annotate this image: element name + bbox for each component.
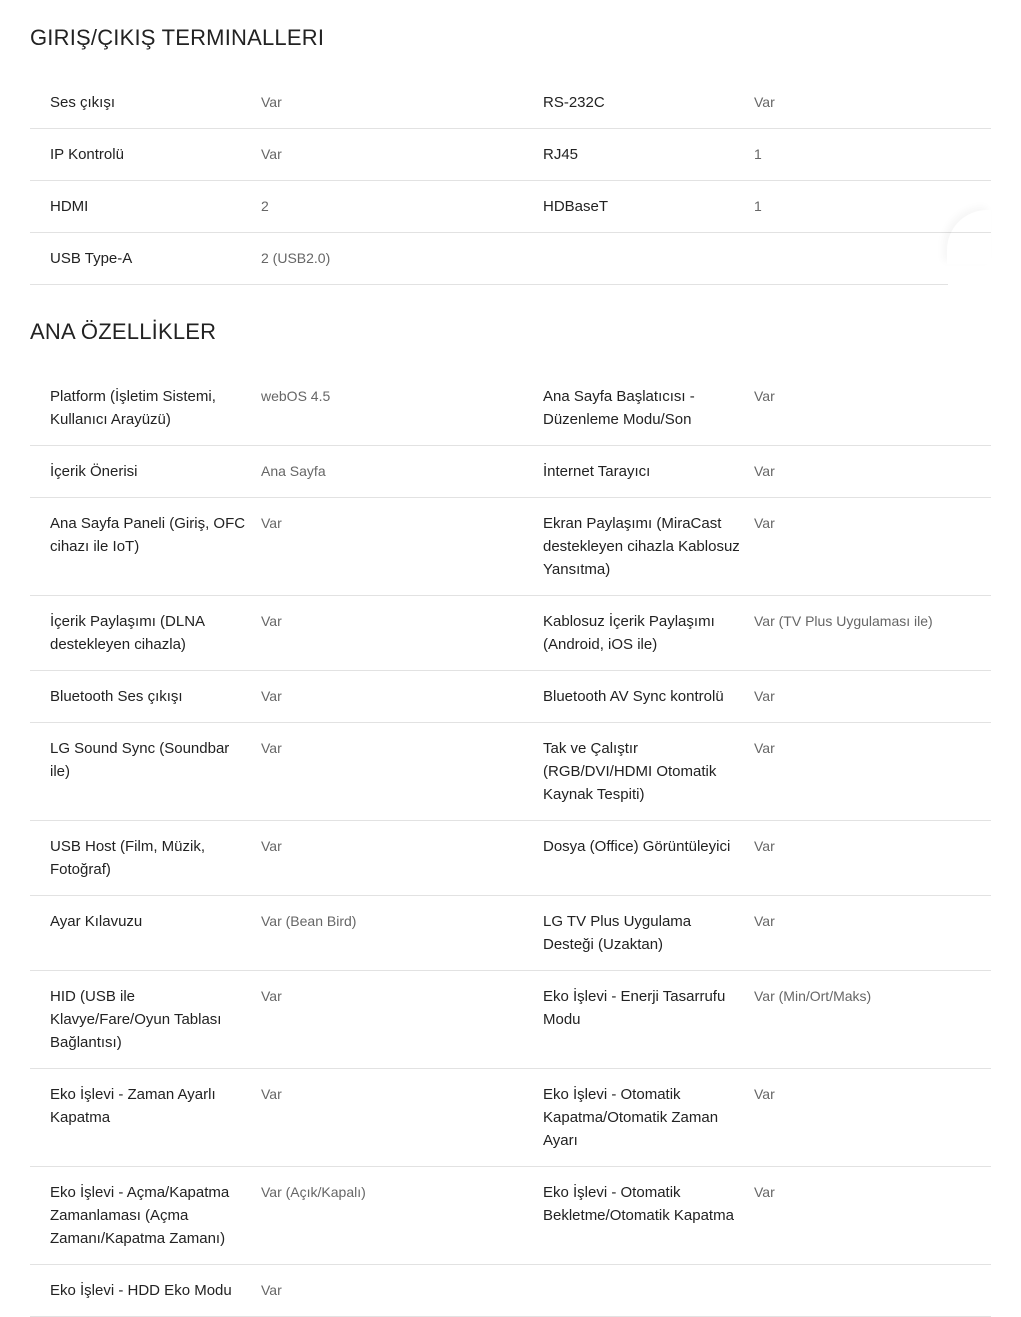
spec-label: Ayar Kılavuzu [50,913,143,930]
spec-label: Ekran Paylaşımı (MiraCast destekleyen cihazla Kablosuz Yansıtma) [543,515,740,578]
table-row [30,723,991,821]
spec-value: 2 (USB2.0) [261,250,331,266]
spec-value: Var [261,146,282,162]
spec-label: Bluetooth AV Sync kontrolü [543,688,724,705]
spec-label: LG TV Plus Uygulama Desteği (Uzaktan) [543,913,692,953]
spec-table [30,371,991,1317]
spec-label: Bluetooth Ses çıkışı [50,688,183,705]
table-row [30,671,991,723]
spec-value: Var [261,515,282,531]
spec-value: Var (TV Plus Uygulaması ile) [754,613,933,629]
table-row [30,446,991,498]
spec-value: Var [261,1086,282,1102]
spec-label: HDMI [50,198,89,215]
spec-value: Var [754,913,775,929]
spec-value: Var [261,613,282,629]
spec-value: Var [261,838,282,854]
spec-table [30,77,991,285]
spec-value: Var [754,838,775,854]
table-row [30,971,991,1069]
spec-label: IP Kontrolü [50,146,124,163]
spec-value: Var [261,1282,282,1298]
table-row [30,77,991,129]
spec-label [543,1265,754,1316]
spec-label: İçerik Önerisi [50,463,138,480]
spec-label: Ana Sayfa Paneli (Giriş, OFC cihazı ile IoT) [50,515,246,555]
spec-value: Var [754,515,775,531]
spec-label: Eko İşlevi - Otomatik Bekletme/Otomatik Kapatma [543,1184,734,1224]
spec-label: Eko İşlevi - HDD Eko Modu [50,1282,232,1299]
spec-value: Var [261,688,282,704]
spec-label: Eko İşlevi - Açma/Kapatma Zamanlaması (Açma Zamanı/Kapatma Zamanı) [50,1184,230,1247]
spec-value: Var [754,688,775,704]
table-row [30,1265,991,1317]
spec-label: Ana Sayfa Başlatıcısı - Düzenleme Modu/Son [543,388,695,428]
main-features-section [30,318,991,1317]
spec-value: Var [754,740,775,756]
spec-label: RJ45 [543,146,579,163]
spec-value: 2 [261,198,269,214]
spec-label: Eko İşlevi - Zaman Ayarlı Kapatma [50,1086,216,1126]
table-row [30,596,991,671]
spec-label: RS-232C [543,94,605,111]
table-row [30,181,991,233]
spec-label: LG Sound Sync (Soundbar ile) [50,740,230,780]
table-row [30,233,948,285]
spec-value: Var [754,1086,775,1102]
spec-label: HID (USB ile Klavye/Fare/Oyun Tablası Bağlantısı) [50,988,222,1051]
spec-value: Var [261,94,282,110]
table-row [30,896,991,971]
spec-value: Ana Sayfa [261,463,326,479]
spec-value: 1 [754,198,762,214]
table-row [30,129,991,181]
spec-value: webOS 4.5 [261,388,331,404]
spec-label: USB Host (Film, Müzik, Fotoğraf) [50,838,206,878]
spec-value: Var [754,388,775,404]
spec-value: Var (Bean Bird) [261,913,357,929]
spec-label: Tak ve Çalıştır (RGB/DVI/HDMI Otomatik Kaynak Tespiti) [543,740,717,803]
table-row [30,821,991,896]
spec-value: Var [261,988,282,1004]
spec-value [754,1265,991,1316]
io-terminals-section [30,24,991,285]
spec-value: Var [754,1184,775,1200]
table-row [30,371,991,446]
spec-value: Var (Açık/Kapalı) [261,1184,366,1200]
spec-value: Var (Min/Ort/Maks) [754,988,872,1004]
spec-value [754,233,948,284]
table-row [30,1069,991,1167]
section-title: GIRIŞ/ÇIKIŞ TERMINALLERI [30,25,325,50]
spec-label: USB Type-A [50,250,133,267]
spec-label: Kablosuz İçerik Paylaşımı (Android, iOS ile) [543,613,715,653]
spec-label: Dosya (Office) Görüntüleyici [543,838,731,855]
spec-label: Eko İşlevi - Otomatik Kapatma/Otomatik Zaman Ayarı [543,1086,719,1149]
spec-value: Var [754,463,775,479]
spec-label: HDBaseT [543,198,609,215]
spec-label: İçerik Paylaşımı (DLNA destekleyen cihazla) [50,613,205,653]
spec-label: Platform (İşletim Sistemi, Kullanıcı Arayüzü) [50,388,216,428]
table-row [30,498,991,596]
table-row [30,1167,991,1265]
spec-label: Ses çıkışı [50,94,116,111]
spec-value: Var [261,740,282,756]
spec-label: İnternet Tarayıcı [543,463,651,480]
spec-value: 1 [754,146,762,162]
spec-value: Var [754,94,775,110]
spec-label: Eko İşlevi - Enerji Tasarrufu Modu [543,988,726,1028]
section-title: ANA ÖZELLİKLER [30,319,217,344]
spec-label [543,233,754,284]
